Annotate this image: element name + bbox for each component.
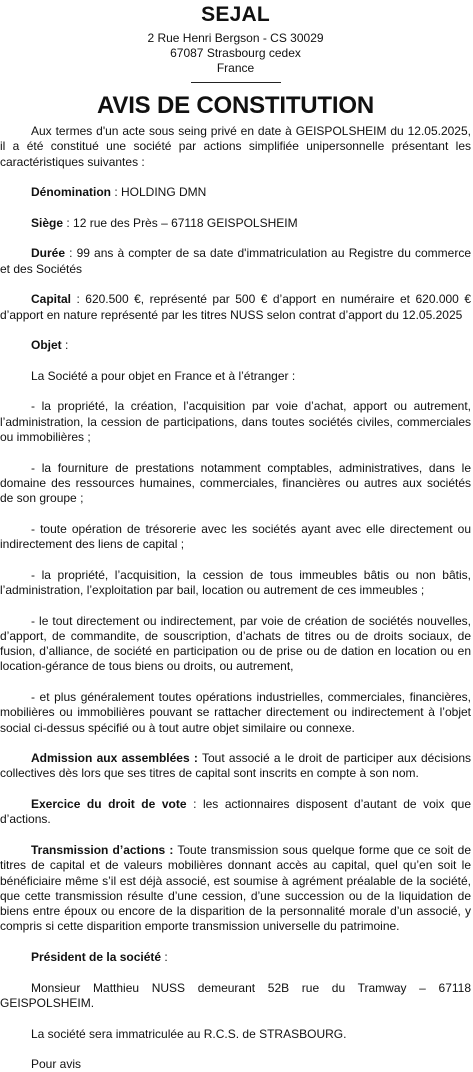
objet-item: - la propriété, l’acquisition, la cession de tous immeubles bâtis ou non bâtis, l’administration, l’exploitation par bail, location ou autrement de ces immeubles ; (0, 567, 471, 597)
objet-suffix: : (61, 338, 69, 353)
intro-paragraph: Aux termes d'un acte sous seing privé en date à GEISPOLSHEIM du 12.05.2025, il a été constitué une société par actions simplifiée unipersonnelle présentant les caractéristiques suivantes : (0, 124, 471, 169)
company-address (0, 31, 471, 76)
company-name: SEJAL (201, 3, 270, 26)
notice-body (0, 124, 471, 1072)
objet-item: - toute opération de trésorerie avec les sociétés ayant avec elle directement ou indirectement des liens de capital ; (0, 521, 471, 552)
capital-label: Capital (31, 292, 72, 307)
closing-line: Pour avis (31, 1057, 82, 1072)
objet-label: Objet (31, 338, 62, 353)
objet-item: - et plus généralement toutes opérations industrielles, commerciales, financières, mobilières ou immobilières pouvant se rattacher directement ou indirectement à l’objet social ci-dessus spécifié ou à tout autre objet similaire ou connexe. (0, 689, 471, 735)
transmission-label: Transmission d’actions : (31, 842, 174, 857)
transmission-value: Toute transmission sous quelque forme que ce soit de titres de capital et de valeurs mobilières donnant accès au capital, quel qu’en soit le bénéficiaire même s’il est déjà associé, est soumise à agrément préalable de la société, que cette transmission résulte d’une cession, d’une succession ou de la liquidation de biens entre époux ou encore de la disparition de la personnalité morale d’un associé, y compris si cette disparition emporte transmission universelle du patrimoine. (0, 842, 471, 934)
objet-intro: La Société a pour objet en France et à l’étranger : (31, 368, 296, 383)
president-suffix: : (161, 950, 168, 965)
president-label: Président de la société (31, 950, 162, 965)
president-heading (0, 950, 471, 965)
address-line-3: France (216, 61, 255, 75)
vote-value: : les actionnaires disposent d’autant de voix que d’actions. (0, 797, 471, 827)
objet-item: - le tout directement ou indirectement, par voie de création de sociétés nouvelles, d’apport, de commandite, de souscription, d’achats de titres ou de droits sociaux, de fusion, d’alliance, de société en participation ou de prise ou de dation en location ou en location-gérance de tous biens ou droits, ou autrement, (0, 613, 471, 674)
capital-paragraph (0, 292, 471, 323)
denomination-paragraph (0, 185, 471, 200)
duree-paragraph (0, 246, 471, 277)
duree-label: Durée (31, 246, 66, 261)
president-paragraph: Monsieur Matthieu NUSS demeurant 52B rue du Tramway – 67118 GEISPOLSHEIM. (0, 980, 471, 1010)
siege-label: Siège (31, 215, 64, 230)
transmission-paragraph (0, 843, 471, 935)
capital-value: : 620.500 €, représenté par 500 € d’apport en numéraire et 620.000 € d’apport en nature représenté par les titres NUSS selon contrat d’apport du 12.05.2025 (0, 292, 471, 322)
header-divider (191, 82, 281, 83)
admission-value: Tout associé a le droit de participer aux décisions collectives dès lors que ses titres de capital sont inscrits en compte à son nom. (0, 751, 471, 781)
denomination-value: : HOLDING DMN (111, 185, 207, 200)
objet-heading (0, 338, 471, 353)
address-line-2: 67087 Strasbourg cedex (170, 46, 301, 60)
vote-paragraph (0, 797, 471, 828)
duree-value: : 99 ans à compter de sa date d'immatriculation au Registre du commerce et des Sociétés (0, 246, 471, 276)
rcs-paragraph: La société sera immatriculée au R.C.S. de STRASBOURG. (31, 1026, 347, 1041)
admission-label: Admission aux assemblées : (31, 751, 198, 766)
vote-label: Exercice du droit de vote (31, 797, 187, 812)
siege-paragraph (0, 216, 471, 231)
objet-item: - la propriété, la création, l’acquisition par voie d’achat, apport ou autrement, l’administration, la cession de participations, dans toutes sociétés civiles, commerciales ou immobilières ; (0, 399, 471, 444)
admission-paragraph (0, 751, 471, 782)
notice-title: AVIS DE CONSTITUTION (97, 92, 374, 119)
objet-item: - la fourniture de prestations notamment comptables, administratives, dans le domaine des ressources humaines, commerciales, financières ou autres aux sociétés de son groupe ; (0, 460, 471, 506)
denomination-label: Dénomination (31, 185, 111, 200)
siege-value: : 12 rue des Près – 67118 GEISPOLSHEIM (63, 215, 298, 230)
address-line-1: 2 Rue Henri Bergson - CS 30029 (147, 31, 324, 45)
